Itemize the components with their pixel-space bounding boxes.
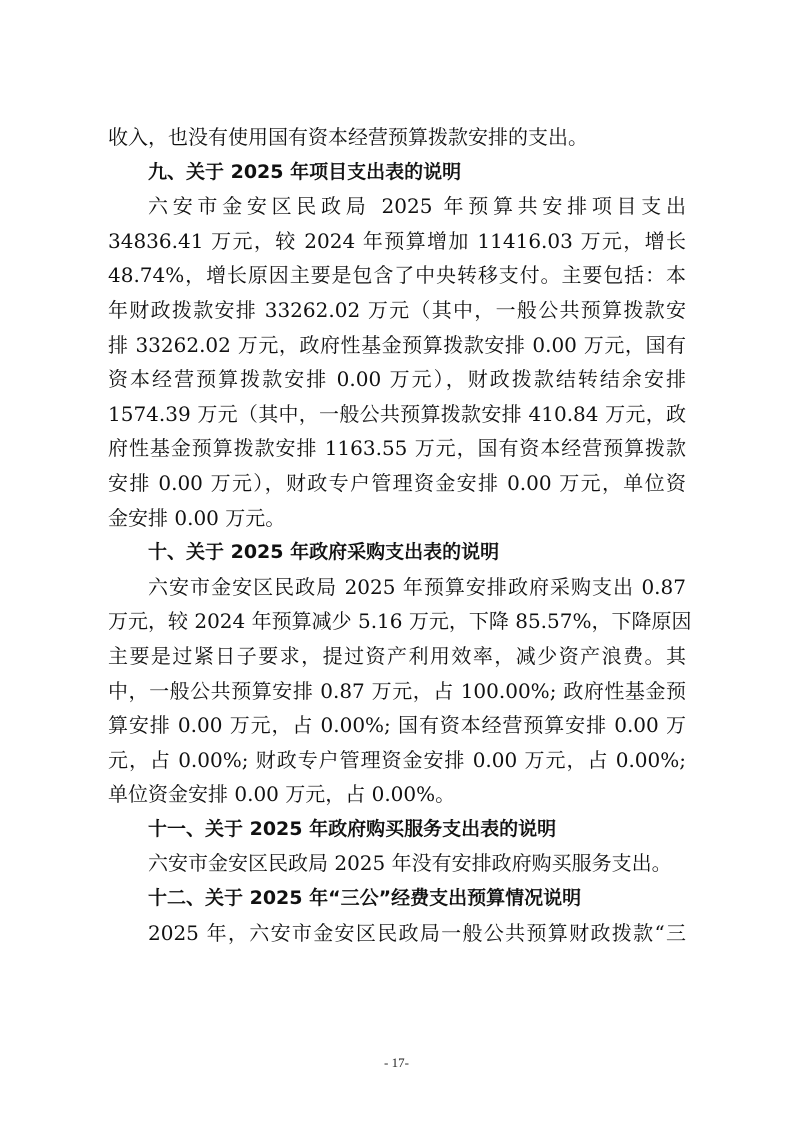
text-line: 1574.39 万元（其中，一般公共预算拨款安排 410.84 万元，政 [108, 401, 686, 426]
text-line: 资本经营预算拨款安排 0.00 万元），财政拨款结转结余安排 [108, 367, 686, 392]
section-heading-11: 十一、关于 2025 年政府购买服务支出表的说明 [148, 817, 557, 840]
paragraph-continuation [108, 120, 686, 155]
text-line: 六安市金安区民政局 2025 年预算共安排项目支出 [148, 194, 686, 219]
text-line: 2025 年，六安市金安区民政局一般公共预算财政拨款“三 [148, 920, 686, 945]
text-line: 34836.41 万元，较 2024 年预算增加 11416.03 万元，增长 [108, 228, 686, 253]
page-number: - 17- [384, 1055, 409, 1070]
text-line: 府性基金预算拨款安排 1163.55 万元，国有资本经营预算拨款 [108, 436, 686, 461]
text-line: 中，一般公共预算安排 0.87 万元，占 100.00%; 政府性基金预 [108, 678, 686, 703]
section-heading-10: 十、关于 2025 年政府采购支出表的说明 [148, 541, 500, 564]
text-line: 六安市金安区民政局 2025 年没有安排政府购买服务支出。 [148, 851, 672, 876]
text-line: 算安排 0.00 万元，占 0.00%; 国有资本经营预算安排 0.00 万 [108, 713, 686, 738]
text-line: 收入，也没有使用国有资本经营预算拨款安排的支出。 [108, 125, 588, 149]
paragraph-procurement-expenditure [108, 570, 692, 812]
text-line: 元，占 0.00%; 财政专户管理资金安排 0.00 万元，占 0.00%; [108, 747, 686, 772]
text-line: 六安市金安区民政局 2025 年预算安排政府采购支出 0.87 [148, 574, 686, 599]
text-line: 年财政拨款安排 33262.02 万元（其中，一般公共预算拨款安 [108, 297, 686, 322]
text-line: 万元，较 2024 年预算减少 5.16 万元，下降 85.57%，下降原因 [108, 609, 692, 634]
section-heading-12: 十二、关于 2025 年“三公”经费支出预算情况说明 [148, 887, 582, 910]
text-line: 金安排 0.00 万元。 [108, 505, 286, 530]
text-line: 48.74%，增长原因主要是包含了中央转移支付。主要包括：本 [108, 263, 686, 288]
text-line: 主要是过紧日子要求，提过资产利用效率，减少资产浪费。其 [108, 643, 686, 668]
document-body [108, 120, 692, 950]
text-line: 单位资金安排 0.00 万元，占 0.00%。 [108, 782, 456, 807]
paragraph-service-purchase [108, 846, 686, 881]
section-heading-9: 九、关于 2025 年项目支出表的说明 [148, 160, 462, 183]
text-line: 安排 0.00 万元），财政专户管理资金安排 0.00 万元，单位资 [108, 470, 686, 495]
text-line: 排 33262.02 万元，政府性基金预算拨款安排 0.00 万元，国有 [108, 332, 686, 357]
paragraph-project-expenditure [108, 189, 686, 535]
paragraph-three-public-expenses [108, 916, 686, 951]
